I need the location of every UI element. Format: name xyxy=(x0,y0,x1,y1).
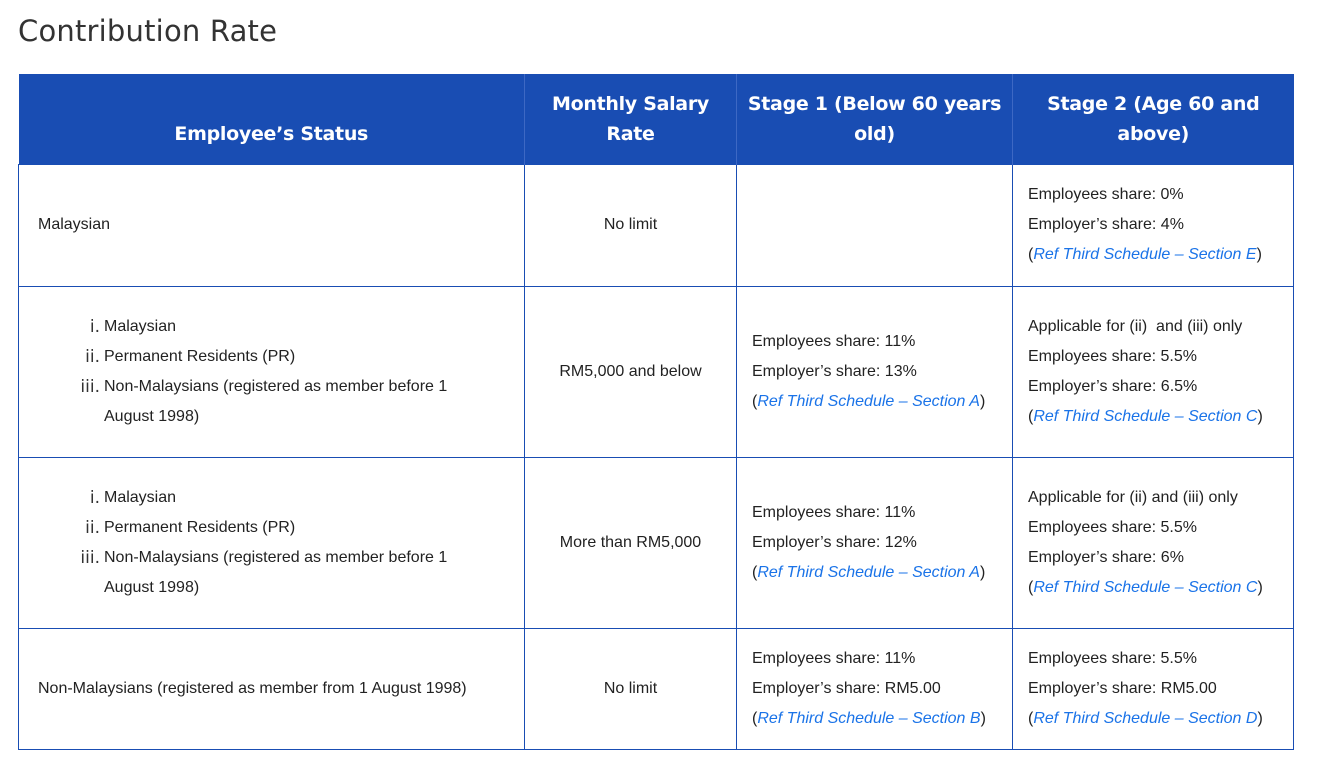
reference-note: (Ref Third Schedule – Section D) xyxy=(1028,709,1263,727)
list-marker: ii. xyxy=(85,346,100,367)
table-header-row xyxy=(19,74,1294,164)
employers-share-text: Employer’s share: RM5.00 xyxy=(1028,679,1217,697)
list-item xyxy=(84,483,509,513)
cell-employee-status xyxy=(19,286,525,457)
contribution-rate-table xyxy=(18,74,1294,750)
employees-share-text: Employees share: 11% xyxy=(752,332,916,350)
cell-employee-status xyxy=(19,457,525,628)
status-list xyxy=(34,483,509,603)
reference-note: (Ref Third Schedule – Section A) xyxy=(752,563,986,581)
cell-salary-rate: No limit xyxy=(525,628,737,749)
employees-share-text: Employees share: 11% xyxy=(752,503,916,521)
employees-share-text: Employees share: 5.5% xyxy=(1028,649,1197,667)
employees-share-text: Employees share: 0% xyxy=(1028,186,1184,203)
reference-note: (Ref Third Schedule – Section A) xyxy=(752,392,986,410)
list-item xyxy=(84,342,509,372)
cell-employee-status: Malaysian xyxy=(19,164,525,286)
list-item xyxy=(84,312,509,342)
table-row xyxy=(19,628,1294,749)
reference-link[interactable]: Ref Third Schedule – Section A xyxy=(757,563,980,581)
list-item xyxy=(80,372,474,432)
table-row xyxy=(19,164,1294,286)
reference-link[interactable]: Ref Third Schedule – Section A xyxy=(757,392,980,410)
cell-stage-1 xyxy=(737,286,1013,457)
cell-salary-rate: RM5,000 and below xyxy=(525,286,737,457)
applicability-note: Applicable for (ii) and (iii) only xyxy=(1028,488,1238,506)
employees-share-text: Employees share: 11% xyxy=(752,649,916,667)
reference-link[interactable]: Ref Third Schedule – Section B xyxy=(757,709,981,727)
page-title: Contribution Rate xyxy=(18,14,278,48)
cell-stage-1 xyxy=(737,628,1013,749)
cell-stage-2 xyxy=(1013,628,1294,749)
cell-salary-rate: No limit xyxy=(525,164,737,286)
list-item-text: Non-Malaysians (registered as member before 1 August 1998) xyxy=(104,377,448,425)
reference-note: (Ref Third Schedule – Section B) xyxy=(752,709,986,727)
list-item-text: Malaysian xyxy=(104,317,177,335)
list-marker: i. xyxy=(89,487,100,508)
header-stage-2: Stage 2 (Age 60 and above) xyxy=(1013,74,1294,164)
reference-link[interactable]: Ref Third Schedule – Section D xyxy=(1033,709,1258,727)
cell-stage-1 xyxy=(737,457,1013,628)
list-item-text: Malaysian xyxy=(104,488,177,506)
list-marker: iii. xyxy=(80,547,100,568)
employees-share-text: Employees share: 5.5% xyxy=(1028,347,1197,365)
header-monthly-salary-rate: Monthly Salary Rate xyxy=(525,74,737,164)
header-employee-status: Employee’s Status xyxy=(19,74,525,164)
employers-share-text: Employer’s share: 6% xyxy=(1028,548,1184,566)
reference-note: (Ref Third Schedule – Section E) xyxy=(1028,246,1262,263)
cell-stage-2 xyxy=(1013,286,1294,457)
cell-stage-2 xyxy=(1013,164,1294,286)
employers-share-text: Employer’s share: 12% xyxy=(752,533,917,551)
list-item-text: Non-Malaysians (registered as member before 1 August 1998) xyxy=(104,548,448,596)
list-marker: ii. xyxy=(85,517,100,538)
employers-share-text: Employer’s share: 4% xyxy=(1028,216,1184,233)
table-row xyxy=(19,286,1294,457)
list-item xyxy=(80,543,474,603)
cell-stage-2 xyxy=(1013,457,1294,628)
list-item xyxy=(84,513,509,543)
status-list xyxy=(34,312,509,432)
reference-note: (Ref Third Schedule – Section C) xyxy=(1028,578,1263,596)
reference-link[interactable]: Ref Third Schedule – Section C xyxy=(1033,407,1258,425)
list-marker: iii. xyxy=(80,376,100,397)
employees-share-text: Employees share: 5.5% xyxy=(1028,518,1197,536)
cell-stage-1 xyxy=(737,164,1013,286)
reference-link[interactable]: Ref Third Schedule – Section C xyxy=(1033,578,1258,596)
list-item-text: Permanent Residents (PR) xyxy=(104,518,296,536)
list-marker: i. xyxy=(89,316,100,337)
cell-employee-status: Non-Malaysians (registered as member from 1 August 1998) xyxy=(19,628,525,749)
list-item-text: Permanent Residents (PR) xyxy=(104,347,296,365)
header-stage-1: Stage 1 (Below 60 years old) xyxy=(737,74,1013,164)
employers-share-text: Employer’s share: 13% xyxy=(752,362,917,380)
reference-link[interactable]: Ref Third Schedule – Section E xyxy=(1033,246,1257,263)
employers-share-text: Employer’s share: RM5.00 xyxy=(752,679,941,697)
table-row xyxy=(19,457,1294,628)
cell-salary-rate: More than RM5,000 xyxy=(525,457,737,628)
reference-note: (Ref Third Schedule – Section C) xyxy=(1028,407,1263,425)
applicability-note: Applicable for (ii) and (iii) only xyxy=(1028,317,1243,335)
employers-share-text: Employer’s share: 6.5% xyxy=(1028,377,1198,395)
